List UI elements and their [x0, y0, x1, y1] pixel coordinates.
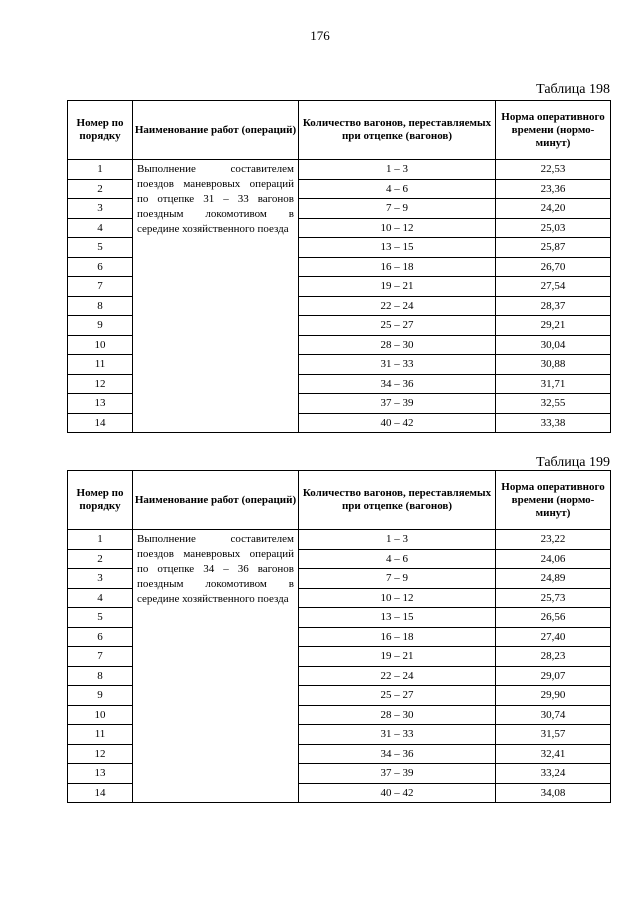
row-number: 1 [68, 530, 133, 550]
header-time-norm: Норма оперативного времени (нормо-минут) [496, 101, 611, 160]
row-number: 7 [68, 277, 133, 297]
time-norm-value: 25,03 [496, 218, 611, 238]
operation-description: Выполнение составителем поездов маневровых операций по отцепке 31 – 33 вагонов поездным локомотивом в середине хозяйственного поезда [133, 160, 299, 433]
time-norm-value: 31,57 [496, 725, 611, 745]
time-norm-value: 32,41 [496, 744, 611, 764]
table-198-caption: Таблица 198 [536, 82, 610, 97]
row-number: 14 [68, 783, 133, 803]
row-number: 12 [68, 374, 133, 394]
row-number: 1 [68, 160, 133, 180]
time-norm-value: 30,88 [496, 355, 611, 375]
wagon-count-range: 19 – 21 [299, 277, 496, 297]
wagon-count-range: 31 – 33 [299, 355, 496, 375]
wagon-count-range: 31 – 33 [299, 725, 496, 745]
time-norm-value: 25,87 [496, 238, 611, 258]
row-number: 5 [68, 608, 133, 628]
row-number: 10 [68, 335, 133, 355]
wagon-count-range: 16 – 18 [299, 627, 496, 647]
row-number: 14 [68, 413, 133, 433]
table-198 [67, 100, 611, 433]
wagon-count-range: 22 – 24 [299, 666, 496, 686]
wagon-count-range: 10 – 12 [299, 218, 496, 238]
wagon-count-range: 1 – 3 [299, 530, 496, 550]
row-number: 4 [68, 218, 133, 238]
row-number: 11 [68, 355, 133, 375]
header-operation: Наименование работ (операций) [133, 101, 299, 160]
wagon-count-range: 25 – 27 [299, 316, 496, 336]
time-norm-value: 27,40 [496, 627, 611, 647]
row-number: 4 [68, 588, 133, 608]
row-number: 9 [68, 686, 133, 706]
page-number: 176 [310, 28, 330, 43]
time-norm-value: 23,22 [496, 530, 611, 550]
wagon-count-range: 19 – 21 [299, 647, 496, 667]
wagon-count-range: 22 – 24 [299, 296, 496, 316]
header-wagon-count: Количество вагонов, переставляемых при отцепке (вагонов) [299, 101, 496, 160]
wagon-count-range: 16 – 18 [299, 257, 496, 277]
wagon-count-range: 28 – 30 [299, 335, 496, 355]
header-number: Номер по порядку [68, 101, 133, 160]
wagon-count-range: 4 – 6 [299, 179, 496, 199]
time-norm-value: 24,89 [496, 569, 611, 589]
time-norm-value: 22,53 [496, 160, 611, 180]
table-row [68, 160, 611, 180]
wagon-count-range: 34 – 36 [299, 374, 496, 394]
row-number: 8 [68, 296, 133, 316]
wagon-count-range: 13 – 15 [299, 238, 496, 258]
time-norm-value: 24,06 [496, 549, 611, 569]
wagon-count-range: 28 – 30 [299, 705, 496, 725]
wagon-count-range: 7 – 9 [299, 569, 496, 589]
row-number: 5 [68, 238, 133, 258]
row-number: 12 [68, 744, 133, 764]
time-norm-value: 28,37 [496, 296, 611, 316]
time-norm-value: 31,71 [496, 374, 611, 394]
operation-description: Выполнение составителем поездов маневровых операций по отцепке 34 – 36 вагонов поездным локомотивом в середине хозяйственного поезда [133, 530, 299, 803]
wagon-count-range: 25 – 27 [299, 686, 496, 706]
time-norm-value: 29,07 [496, 666, 611, 686]
time-norm-value: 29,90 [496, 686, 611, 706]
wagon-count-range: 37 – 39 [299, 394, 496, 414]
time-norm-value: 30,04 [496, 335, 611, 355]
header-wagon-count: Количество вагонов, переставляемых при отцепке (вагонов) [299, 471, 496, 530]
wagon-count-range: 10 – 12 [299, 588, 496, 608]
wagon-count-range: 34 – 36 [299, 744, 496, 764]
row-number: 11 [68, 725, 133, 745]
wagon-count-range: 13 – 15 [299, 608, 496, 628]
row-number: 6 [68, 257, 133, 277]
header-operation: Наименование работ (операций) [133, 471, 299, 530]
wagon-count-range: 37 – 39 [299, 764, 496, 784]
time-norm-value: 30,74 [496, 705, 611, 725]
table-199 [67, 470, 611, 803]
wagon-count-range: 7 – 9 [299, 199, 496, 219]
time-norm-value: 24,20 [496, 199, 611, 219]
time-norm-value: 26,70 [496, 257, 611, 277]
header-number: Номер по порядку [68, 471, 133, 530]
time-norm-value: 34,08 [496, 783, 611, 803]
row-number: 13 [68, 394, 133, 414]
row-number: 6 [68, 627, 133, 647]
row-number: 10 [68, 705, 133, 725]
time-norm-value: 29,21 [496, 316, 611, 336]
row-number: 2 [68, 179, 133, 199]
time-norm-value: 23,36 [496, 179, 611, 199]
time-norm-value: 33,38 [496, 413, 611, 433]
row-number: 2 [68, 549, 133, 569]
table-199-caption: Таблица 199 [536, 455, 610, 470]
time-norm-value: 26,56 [496, 608, 611, 628]
time-norm-value: 32,55 [496, 394, 611, 414]
row-number: 7 [68, 647, 133, 667]
row-number: 13 [68, 764, 133, 784]
wagon-count-range: 4 – 6 [299, 549, 496, 569]
time-norm-value: 28,23 [496, 647, 611, 667]
row-number: 9 [68, 316, 133, 336]
wagon-count-range: 1 – 3 [299, 160, 496, 180]
header-time-norm: Норма оперативного времени (нормо-минут) [496, 471, 611, 530]
wagon-count-range: 40 – 42 [299, 413, 496, 433]
time-norm-value: 25,73 [496, 588, 611, 608]
row-number: 3 [68, 569, 133, 589]
row-number: 3 [68, 199, 133, 219]
table-row [68, 530, 611, 550]
wagon-count-range: 40 – 42 [299, 783, 496, 803]
time-norm-value: 33,24 [496, 764, 611, 784]
row-number: 8 [68, 666, 133, 686]
time-norm-value: 27,54 [496, 277, 611, 297]
